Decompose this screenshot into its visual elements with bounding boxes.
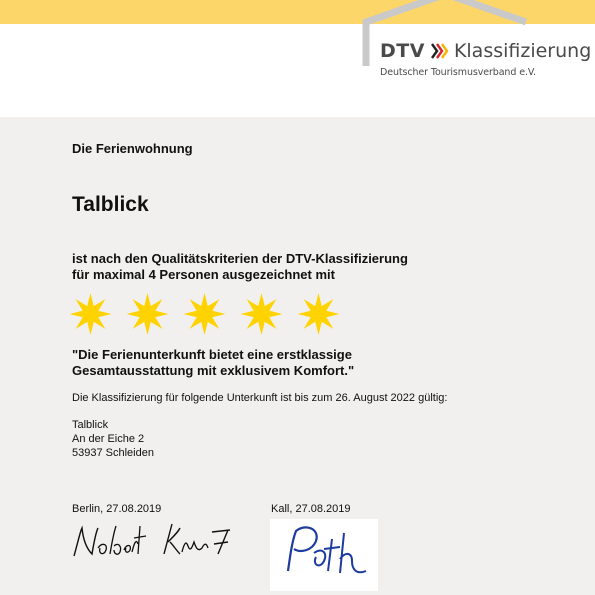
statement-line: für maximal 4 Personen ausgezeichnet mit (72, 267, 335, 282)
sun-star-icon (241, 292, 282, 336)
logo-brand: DTV (380, 40, 425, 62)
address-name: Talblick (72, 419, 109, 431)
property-name: Talblick (72, 193, 149, 216)
validity-date: 26. August 2022 (335, 392, 416, 404)
chevron-right-icon (431, 43, 449, 59)
address-city: 53937 Schleiden (72, 447, 154, 459)
handwritten-signature-right (270, 519, 378, 591)
quote-line: Gesamtausstattung mit exklusivem Komfort." (72, 363, 355, 378)
sun-star-icon (298, 292, 339, 336)
address-street: An der Eiche 2 (72, 433, 145, 445)
statement-line: ist nach den Qualitätskriterien der DTV-Klassifizierung (72, 251, 408, 266)
quote-line: "Die Ferienunterkunft bietet eine erstklassige (72, 347, 352, 362)
sun-star-icon (70, 292, 111, 336)
sun-star-icon (184, 292, 225, 336)
signature-box-right (270, 519, 378, 591)
logo-product: Klassifizierung (453, 40, 592, 62)
rating-description (72, 347, 354, 379)
property-address (72, 418, 154, 460)
logo-organization: Deutscher Tourismusverband e.V. (380, 67, 536, 78)
property-type: Die Ferienwohnung (72, 141, 193, 156)
certification-statement (72, 251, 408, 283)
dtv-logo (380, 40, 591, 78)
signature-place-date-left: Berlin, 27.08.2019 (72, 503, 162, 515)
validity-text (72, 392, 447, 404)
signature-place-date-right: Kall, 27.08.2019 (271, 503, 351, 515)
validity-prefix: Die Klassifizierung für folgende Unterkunft ist bis zum (72, 392, 336, 404)
validity-suffix: gültig: (415, 392, 448, 404)
handwritten-signature-left (68, 518, 248, 566)
star-rating (70, 292, 339, 336)
sun-star-icon (127, 292, 168, 336)
